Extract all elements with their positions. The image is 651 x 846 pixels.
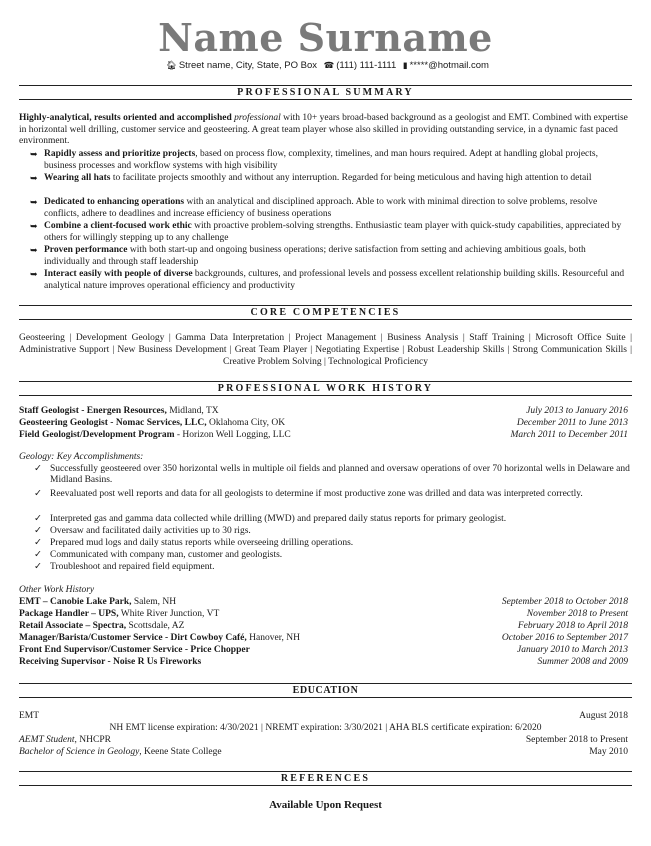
other-work-label: Other Work History (19, 585, 95, 595)
education-licenses: NH EMT license expiration: 4/30/2021 | NREMT expiration: 3/30/2021 | AHA BLS certificate expiration: 6/2020 (109, 723, 542, 733)
check-icon: ✓ (34, 538, 42, 548)
work-heading: PROFESSIONAL WORK HISTORY (19, 381, 632, 396)
other-job-row: Receiving Supervisor - Noise R Us Fireworks Summer 2008 and 2009 (19, 657, 628, 667)
accomplishment-item: ✓ Oversaw and facilitated daily activities up to 30 rigs. (34, 526, 251, 536)
education-emt-date: August 2018 (579, 711, 628, 721)
accomplishment-item: ✓ Interpreted gas and gamma data collected while drilling (MWD) and prepared daily status reports for primary geologist. (34, 514, 507, 524)
check-icon: ✓ (34, 562, 42, 572)
summary-intro-bold: Highly-analytical, results oriented and accomplished (19, 113, 232, 123)
summary-bullet: ➥ Wearing all hats to facilitate projects smoothly and without any interruption. Regarded for being meticulous and having high attention to detail (30, 173, 592, 183)
job-dates: July 2013 to January 2016 (526, 406, 628, 416)
other-job-row: Retail Associate – Spectra, Scottsdale, AZ February 2018 to April 2018 (19, 621, 628, 631)
mobile-icon: ▮ (402, 60, 408, 70)
contact-line (0, 59, 651, 72)
other-job-row: Manager/Barista/Customer Service - Dirt Cowboy Café, Hanover, NH October 2016 to September 2017 (19, 633, 628, 643)
accomplishment-item: ✓ Troubleshoot and repaired field equipment. (34, 562, 215, 572)
summary-intro (19, 113, 632, 148)
arrow-bullet-icon: ➥ (30, 173, 38, 183)
check-icon: ✓ (34, 489, 42, 499)
references-text: Available Upon Request (269, 799, 382, 811)
contact-phone: (111) 111-1111 (336, 60, 397, 71)
job-dates: September 2018 to October 2018 (501, 597, 628, 607)
arrow-bullet-icon: ➥ (30, 221, 38, 231)
education-emt-row: EMT August 2018 (19, 711, 628, 721)
summary-bullet: ➥ Rapidly assess and prioritize projects, based on process flow, complexity, timelines, and man hours required. Adept at handling global projects, business processes and workflow systems with high visibility (30, 149, 598, 171)
contact-email[interactable]: *****@hotmail.com (409, 60, 489, 71)
job-dates: January 2010 to March 2013 (517, 645, 628, 655)
accomplishment-item: ✓ Reevaluated post well reports and data for all geologists to determine if most productive zone was drilled and data was interpreted correctly. (34, 489, 583, 499)
candidate-name: Name Surname (158, 15, 493, 60)
competencies-list: Geosteering | Development Geology | Gamma Data Interpretation | Project Management | Business Analysis | Staff Training | Microsoft Office Suite | Administrative Support | New Business Development | Great Team Player | Negotiating Expertise | Robust Leadership Skills | Strong Communication Skills | Creative Problem Solving | Technological Proficiency (19, 333, 632, 367)
check-icon: ✓ (34, 550, 42, 560)
job-dates: December 2011 to June 2013 (516, 418, 628, 428)
home-icon: 🏠︎ (166, 60, 177, 70)
accomplishment-item: ✓ Successfully geosteered over 350 horizontal wells in multiple oil fields and planned and oversaw operations of over 70 horizontal wells in Delaware and Midland Basins. (34, 464, 630, 486)
arrow-bullet-icon: ➥ (30, 197, 38, 207)
check-icon: ✓ (34, 526, 42, 536)
accomplishment-item: ✓ Prepared mud logs and daily status reports while overseeing drilling operations. (34, 538, 354, 548)
other-job-row: Package Handler – UPS, White River Junction, VT November 2018 to Present (19, 609, 628, 619)
arrow-bullet-icon: ➥ (30, 269, 38, 279)
job-dates: Summer 2008 and 2009 (537, 657, 628, 667)
check-icon: ✓ (34, 514, 42, 524)
education-heading: EDUCATION (19, 683, 632, 698)
education-degree-row: Bachelor of Science in Geology, Keene State College May 2010 (19, 747, 628, 757)
summary-bullet: ➥ Combine a client-focused work ethic with proactive problem-solving strengths. Enthusiastic team player with quick-study capabilities, appreciated by others for willingly stepping up to any challenge (30, 221, 622, 243)
accomplishments-label: Geology: Key Accomplishments: (19, 452, 144, 462)
other-job-row: EMT – Canobie Lake Park, Salem, NH September 2018 to October 2018 (19, 597, 628, 607)
check-icon: ✓ (34, 464, 42, 474)
job-dates: March 2011 to December 2011 (510, 430, 628, 440)
summary-bullet: ➥ Interact easily with people of diverse backgrounds, cultures, and professional levels and possess excellent relationship building skills. Resourceful and analytical nature improves operational efficiency and productivity (30, 269, 625, 291)
contact-address: Street name, City, State, PO Box (178, 60, 318, 71)
arrow-bullet-icon: ➥ (30, 245, 38, 255)
summary-heading: PROFESSIONAL SUMMARY (19, 85, 632, 100)
other-job-row: Front End Supervisor/Customer Service - Price Chopper January 2010 to March 2013 (19, 645, 628, 655)
education-aemt-row: AEMT Student, NHCPR September 2018 to Present (19, 735, 628, 745)
education-degree-date: May 2010 (589, 747, 628, 757)
job-row: Field Geologist/Development Program - Horizon Well Logging, LLC March 2011 to December 2011 (19, 430, 628, 440)
summary-intro-rest: with 10+ years broad-based background as a geologist and EMT. Combined with expertise in horizontal well drilling, customer service and geosteering. A great team player whose also skilled in providing outstanding service, in a dynamic fast paced environment. (19, 113, 628, 147)
job-dates: February 2018 to April 2018 (517, 621, 628, 631)
education-aemt-date: September 2018 to Present (525, 735, 628, 745)
job-row: Staff Geologist - Energen Resources, Midland, TX July 2013 to January 2016 (19, 406, 628, 416)
job-dates: November 2018 to Present (526, 609, 628, 619)
summary-bullet: ➥ Dedicated to enhancing operations with an analytical and disciplined approach. Able to work with minimal direction to solve problems, resolve conflicts, adhere to deadlines and increase efficiency of business operations (30, 197, 598, 219)
job-dates: October 2016 to September 2017 (501, 633, 628, 643)
phone-icon: ☎ (323, 60, 335, 70)
job-row: Geosteering Geologist - Nomac Services, LLC, Oklahoma City, OK December 2011 to June 2013 (19, 418, 628, 428)
accomplishment-item: ✓ Communicated with company man, customer and geologists. (34, 550, 283, 560)
summary-bullet: ➥ Proven performance with both start-up and ongoing business operations; derive satisfaction from setting and achieving ambitious goals, both individually and through staff leadership (30, 245, 586, 267)
arrow-bullet-icon: ➥ (30, 149, 38, 159)
competencies-heading: CORE COMPETENCIES (19, 305, 632, 320)
references-heading: REFERENCES (19, 771, 632, 786)
summary-intro-italic: professional (234, 113, 281, 123)
